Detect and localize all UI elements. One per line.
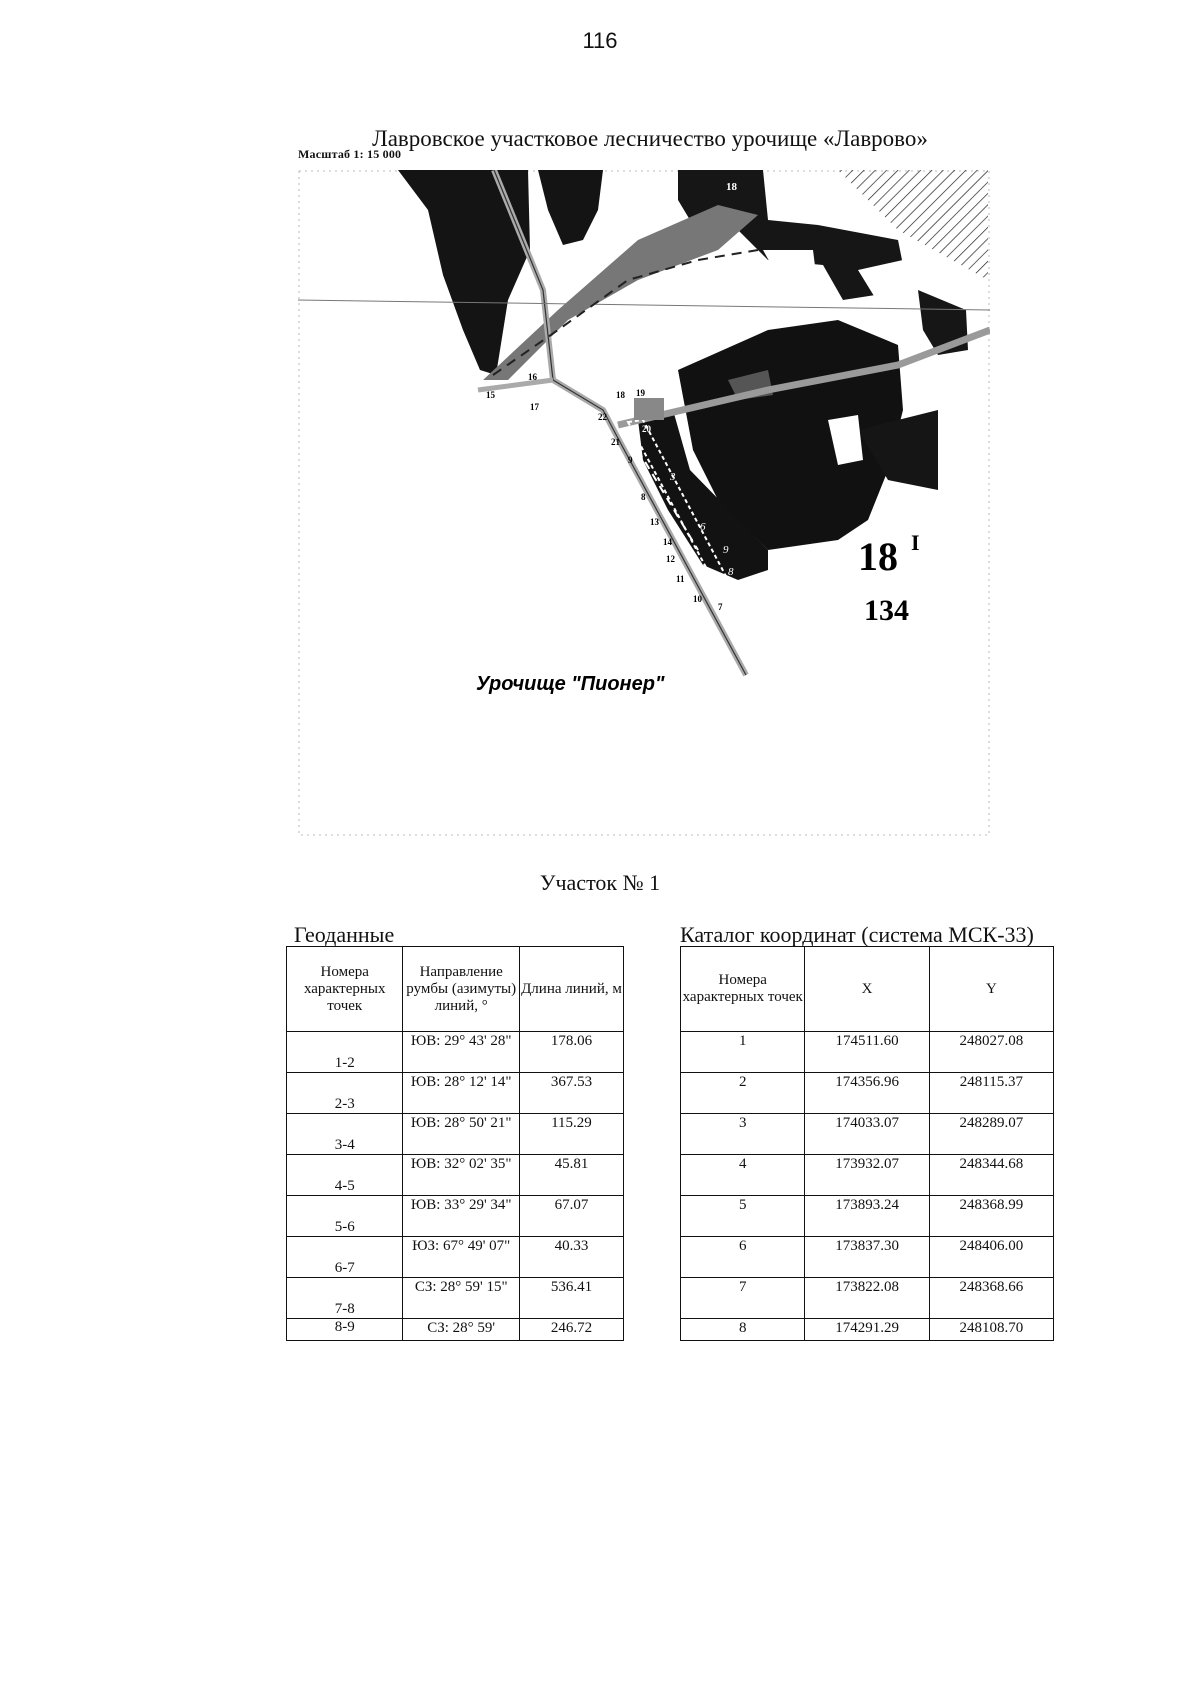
table-row	[287, 1155, 624, 1196]
geodata-points: 4-5	[287, 1155, 403, 1196]
geodata-length: 246.72	[519, 1319, 623, 1341]
catalog-header-y: Y	[929, 947, 1053, 1032]
catalog-x: 173932.07	[805, 1155, 929, 1196]
catalog-x: 174033.07	[805, 1114, 929, 1155]
point-10: 10	[693, 594, 702, 604]
point-14: 14	[663, 537, 672, 547]
catalog-point: 8	[681, 1319, 805, 1341]
point-6: 6	[728, 580, 733, 590]
catalog-caption: Каталог координат (система МСК-33)	[680, 922, 1034, 947]
catalog-header-x: X	[805, 947, 929, 1032]
page-number: 116	[582, 28, 618, 53]
geodata-table	[286, 946, 624, 1341]
geodata-points: 2-3	[287, 1073, 403, 1114]
table-row	[681, 1155, 1054, 1196]
geodata-header-direction: Направление румбы (азимуты) линий, °	[403, 947, 519, 1032]
catalog-y: 248368.99	[929, 1196, 1053, 1237]
point-17: 17	[530, 402, 539, 412]
geodata-direction: ЮВ: 33° 29' 34"	[403, 1196, 519, 1237]
point-12: 12	[666, 554, 675, 564]
table-row	[287, 1278, 624, 1319]
geodata-direction: ЮВ: 32° 02' 35"	[403, 1155, 519, 1196]
forest-map-drawing	[298, 170, 990, 840]
catalog-x: 173893.24	[805, 1196, 929, 1237]
building	[634, 398, 664, 420]
table-row	[287, 1032, 624, 1073]
catalog-x: 174511.60	[805, 1032, 929, 1073]
catalog-y: 248344.68	[929, 1155, 1053, 1196]
block-label-9: 9	[723, 544, 729, 556]
point-11: 11	[676, 574, 685, 584]
catalog-point: 3	[681, 1114, 805, 1155]
table-row	[681, 1073, 1054, 1114]
map-title: Лавровское участковое лесничество урочище «Лаврово»	[372, 126, 928, 151]
table-row	[287, 1319, 624, 1341]
point-16: 16	[528, 372, 537, 382]
geodata-length: 115.29	[519, 1114, 623, 1155]
catalog-point: 1	[681, 1032, 805, 1073]
geodata-points: 7-8	[287, 1278, 403, 1319]
geodata-direction: СЗ: 28° 59'	[403, 1319, 519, 1341]
point-13: 13	[650, 517, 659, 527]
table-row	[681, 1237, 1054, 1278]
block-label-18: 18	[726, 181, 737, 193]
catalog-x: 174291.29	[805, 1319, 929, 1341]
geodata-header-points: Номера характерных точек	[287, 947, 403, 1032]
point-22: 22	[598, 412, 607, 422]
catalog-point: 5	[681, 1196, 805, 1237]
catalog-y: 248406.00	[929, 1237, 1053, 1278]
geodata-length: 367.53	[519, 1073, 623, 1114]
forest-map	[298, 170, 990, 840]
table-row	[287, 1196, 624, 1237]
point-19: 19	[636, 388, 645, 398]
forest-area-north	[538, 170, 603, 245]
catalog-y: 248108.70	[929, 1319, 1053, 1341]
point-20: 20	[642, 424, 651, 434]
catalog-point: 6	[681, 1237, 805, 1278]
point-9: 9	[628, 455, 633, 465]
table-row	[681, 1278, 1054, 1319]
geodata-direction: ЮВ: 28° 50' 21"	[403, 1114, 519, 1155]
quarter-subnumber: 134	[864, 594, 909, 627]
table-row	[287, 1114, 624, 1155]
block-label-8: 8	[728, 566, 734, 578]
table-row	[681, 1319, 1054, 1341]
quarter-number: 18	[858, 534, 898, 579]
point-21: 21	[611, 437, 620, 447]
forest-area-west	[398, 170, 530, 375]
catalog-point: 2	[681, 1073, 805, 1114]
map-scale-label: Масштаб 1: 15 000	[298, 147, 402, 161]
geodata-points: 5-6	[287, 1196, 403, 1237]
block-label-3: 3	[670, 471, 676, 483]
geodata-length: 67.07	[519, 1196, 623, 1237]
geodata-direction: СЗ: 28° 59' 15"	[403, 1278, 519, 1319]
point-8: 8	[641, 492, 646, 502]
geodata-length: 178.06	[519, 1032, 623, 1073]
geodata-direction: ЮВ: 29° 43' 28"	[403, 1032, 519, 1073]
geodata-direction: ЮВ: 28° 12' 14"	[403, 1073, 519, 1114]
geodata-length: 536.41	[519, 1278, 623, 1319]
block-label-6: 6	[700, 521, 706, 533]
catalog-x: 173822.08	[805, 1278, 929, 1319]
geodata-length: 40.33	[519, 1237, 623, 1278]
table-row	[287, 1237, 624, 1278]
catalog-point: 4	[681, 1155, 805, 1196]
catalog-y: 248027.08	[929, 1032, 1053, 1073]
point-18: 18	[616, 390, 625, 400]
table-row	[287, 1073, 624, 1114]
geodata-caption: Геоданные	[294, 922, 395, 947]
coordinate-catalog-table	[680, 946, 1054, 1341]
geodata-points: 8-9	[287, 1319, 403, 1341]
point-15: 15	[486, 390, 495, 400]
geodata-length: 45.81	[519, 1155, 623, 1196]
catalog-x: 174356.96	[805, 1073, 929, 1114]
catalog-header-points: Номера характерных точек	[681, 947, 805, 1032]
place-name: Урочище "Пионер"	[476, 673, 665, 695]
table-row	[681, 1032, 1054, 1073]
geodata-points: 1-2	[287, 1032, 403, 1073]
catalog-point: 7	[681, 1278, 805, 1319]
catalog-y: 248115.37	[929, 1073, 1053, 1114]
geodata-header-length: Длина линий, м	[519, 947, 623, 1032]
point-7: 7	[718, 602, 723, 612]
table-row	[681, 1114, 1054, 1155]
catalog-y: 248368.66	[929, 1278, 1053, 1319]
geodata-direction: ЮЗ: 67° 49' 07"	[403, 1237, 519, 1278]
section-title: Участок № 1	[539, 870, 661, 895]
catalog-y: 248289.07	[929, 1114, 1053, 1155]
table-row	[681, 1196, 1054, 1237]
geodata-points: 3-4	[287, 1114, 403, 1155]
geodata-points: 6-7	[287, 1237, 403, 1278]
quarter-mark: I	[911, 530, 920, 555]
catalog-x: 173837.30	[805, 1237, 929, 1278]
